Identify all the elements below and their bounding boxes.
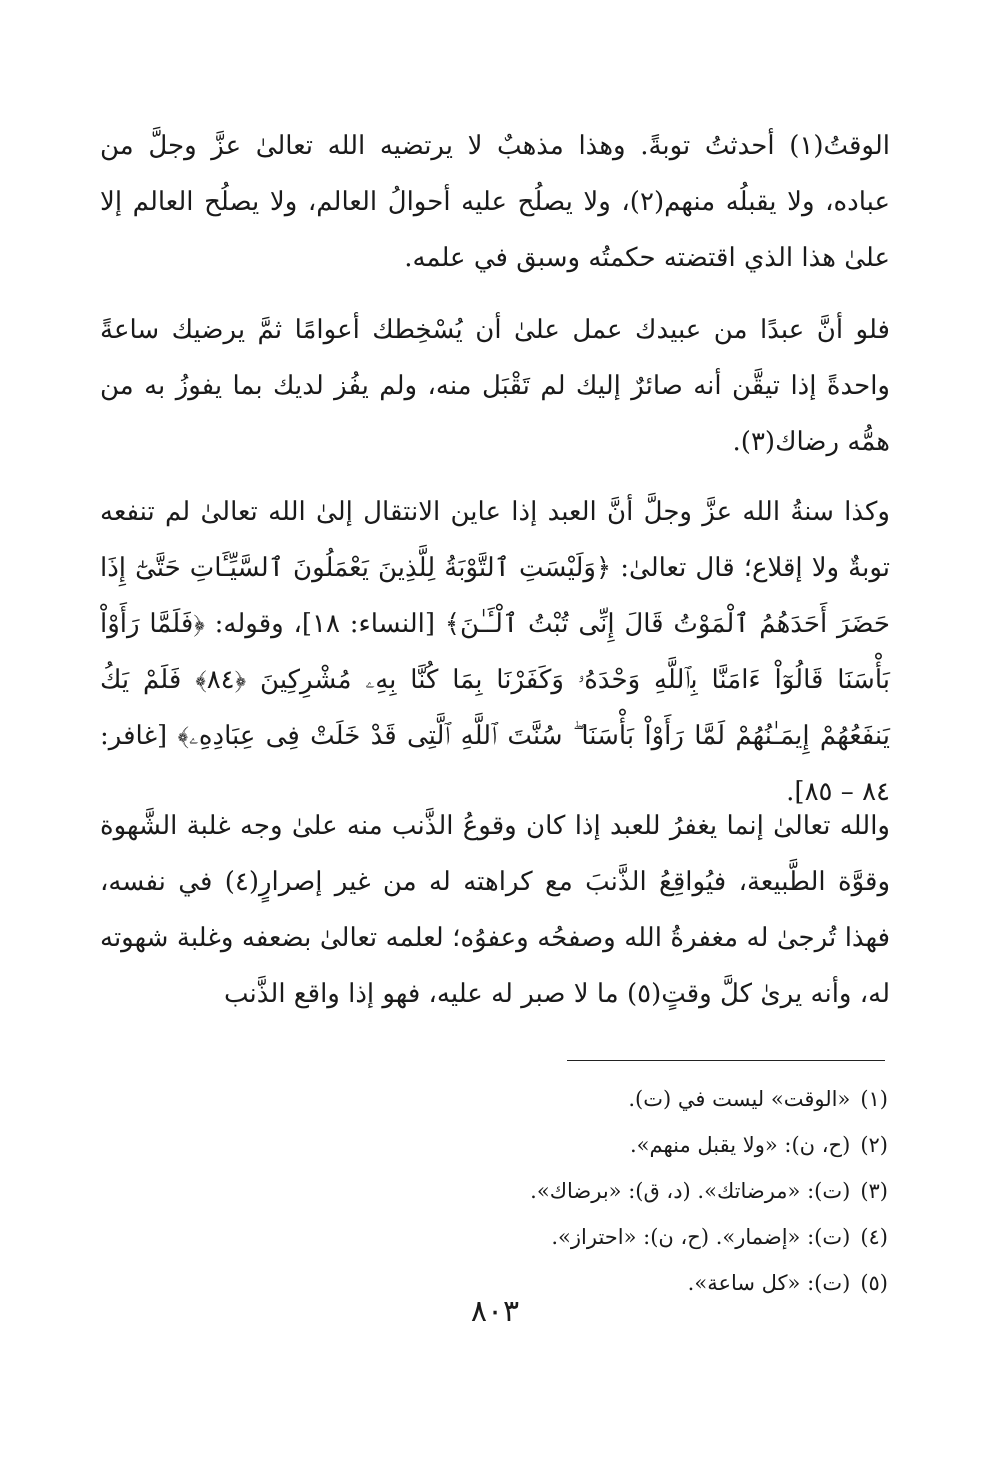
footnote-divider [567,1060,885,1061]
footnote-2 [300,1122,888,1168]
footnote-3 [300,1168,888,1214]
footnote-number: (٥) [860,1271,888,1295]
paragraph-2: فلو أنَّ عبدًا من عبيدك عمل علىٰ أن يُسْخِطك أعوامًا ثمَّ يرضيك ساعةً واحدةً إذا تيقَّن أنه صائرٌ إليك لم تَقْبَل منه، ولم يفُز لديك بما يفوزُ به من همُّه رضاك(٣). [100,315,890,457]
footnote-text: (ت): «مرضاتك». (د، ق): «برضاك». [530,1179,851,1203]
paragraph-1: الوقتُ(١) أحدثتُ توبةً. وهذا مذهبٌ لا يرتضيه الله تعالىٰ عزَّ وجلَّ من عباده، ولا يقبلُه منهم(٢)، ولا يصلُح عليه أحوالُ العالم، ولا يصلُح العالم إلا علىٰ هذا الذي اقتضته حكمتُه وسبق في علمه. [100,131,891,273]
footnote-number: (٣) [860,1179,888,1203]
footnote-4 [300,1214,888,1260]
paragraph-3: وكذا سنةُ الله عزَّ وجلَّ أنَّ العبد إذا عاين الانتقال إلىٰ الله تعالىٰ لم تنفعه توبةٌ ولا إقلاع؛ قال تعالىٰ: ﴿وَلَيْسَتِ ٱلتَّوْبَةُ لِلَّذِينَ يَعْمَلُونَ ٱلسَّيِّـَٔاتِ حَتَّىٰٓ إِذَا حَضَرَ أَحَدَهُمُ ٱلْمَوْتُ قَالَ إِنِّى تُبْتُ ٱلْـَٔـٰنَ﴾ [النساء: ١٨]، وقوله: ﴿فَلَمَّا رَأَوْاْ بَأْسَنَا قَالُوٓاْ ءَامَنَّا بِٱللَّهِ وَحْدَهُۥ وَكَفَرْنَا بِمَا كُنَّا بِهِۦ مُشْرِكِينَ ﴿٨٤﴾ فَلَمْ يَكُ يَنفَعُهُمْ إِيمَـٰنُهُمْ لَمَّا رَأَوْاْ بَأْسَنَا ۖ سُنَّتَ ٱللَّهِ ٱلَّتِى قَدْ خَلَتْ فِى عِبَادِهِۦ﴾ [غافر: ٨٤ – ٨٥]. [100,497,890,807]
footnote-1 [300,1076,888,1122]
paragraph-4: والله تعالىٰ إنما يغفرُ للعبد إذا كان وقوعُ الذَّنب منه علىٰ وجه غلبة الشَّهوة وقوَّة الطَّبيعة، فيُواقِعُ الذَّنبَ مع كراهته له من غير إصرارٍ(٤) في نفسه، فهذا تُرجىٰ له مغفرةُ الله وصفحُه وعفوُه؛ لعلمه تعالىٰ بضعفه وغلبة شهوته له، وأنه يرىٰ كلَّ وقتٍ(٥) ما لا صبر له عليه، فهو إذا واقع الذَّنب [100,811,890,1009]
footnote-text: (ح، ن): «ولا يقبل منهم». [629,1133,851,1157]
footnote-text: «الوقت» ليست في (ت). [628,1087,851,1111]
page-number: ٨٠٣ [470,1294,520,1329]
footnotes [300,1076,888,1306]
footnote-number: (٢) [860,1133,888,1157]
footnote-text: (ت): «كل ساعة». [687,1271,851,1295]
footnote-number: (٤) [860,1225,888,1249]
footnote-number: (١) [860,1087,888,1111]
footnote-text: (ت): «إضمار». (ح، ن): «احتراز». [551,1225,851,1249]
